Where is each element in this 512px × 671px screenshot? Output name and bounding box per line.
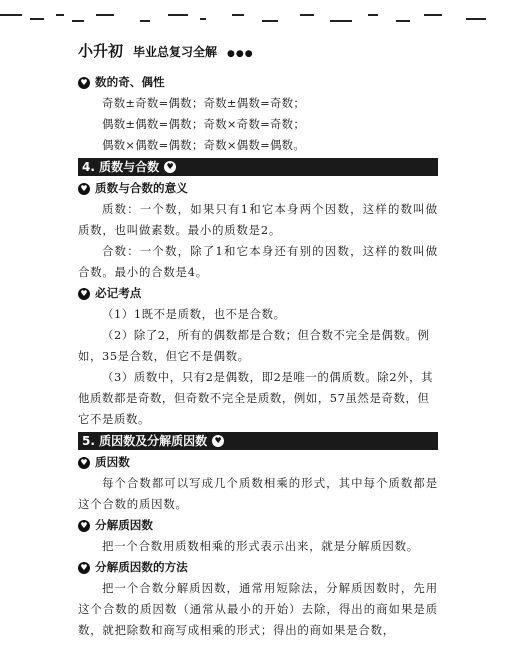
heart-icon: ♥: [78, 77, 90, 89]
key-point-item: （1）1既不是质数，也不是合数。: [102, 307, 286, 321]
subheading-prime-factor: [78, 452, 438, 473]
subheading-label: 分解质因数: [95, 518, 153, 532]
heart-icon: ♥: [78, 457, 90, 469]
heart-icon: ♥: [78, 183, 90, 195]
brand-logo-text: 小升初: [78, 42, 124, 60]
paragraph-factorization: 把一个合数用质数相乘的形式表示出来，就是分解质因数。: [102, 539, 419, 553]
formula-line: 偶数±偶数=偶数；奇数×奇数=奇数；: [102, 117, 306, 131]
subheading-label: 分解质因数的方法: [95, 560, 188, 574]
subheading-key-points: [78, 283, 438, 304]
book-title: 毕业总复习全解: [133, 45, 218, 59]
section-title-4: [78, 158, 438, 176]
page-header: [78, 40, 254, 61]
heart-icon: ♥: [78, 288, 90, 300]
paragraph-composite-definition: 合数：一个数，除了1和它本身还有别的因数，这样的数叫做合数。最小的合数是4。: [78, 244, 438, 279]
subheading-label: 质因数: [95, 455, 130, 469]
heart-icon: ♥: [78, 520, 90, 532]
heart-icon: ♥: [78, 562, 90, 574]
section-title-5: [78, 432, 438, 450]
header-dots: ●●●: [227, 49, 254, 59]
heart-icon: ♥: [212, 435, 224, 447]
subheading-factorization-method: [78, 557, 438, 578]
subheading-label: 数的奇、偶性: [95, 75, 165, 89]
subheading-label: 必记考点: [95, 286, 142, 300]
page-content: [78, 72, 438, 641]
subheading-prime-composite-meaning: [78, 178, 438, 199]
paragraph-prime-definition: 质数：一个数，如果只有1和它本身两个因数，这样的数叫做质数，也叫做素数。最小的质数是2。: [78, 202, 438, 237]
key-point-item: （2）除了2，所有的偶数都是合数；但合数不完全是偶数。例如，35是合数，但它不是偶数。: [78, 328, 430, 363]
key-point-item: （3）质数中，只有2是偶数，即2是唯一的偶质数。除2外，其他质数都是奇数，但奇数不完全是质数，例如，57虽然是奇数，但它不是质数。: [78, 370, 434, 426]
section-title-label: 4. 质数与合数: [82, 160, 160, 174]
subheading-parity: [78, 72, 438, 93]
formula-line: 偶数×偶数=偶数；奇数×偶数=偶数。: [102, 138, 306, 152]
paragraph-prime-factor: 每个合数都可以写成几个质数相乘的形式，其中每个质数都是这个合数的质因数。: [78, 476, 438, 511]
heart-icon: ♥: [164, 161, 176, 173]
formula-line: 奇数±奇数=偶数；奇数±偶数=奇数；: [102, 96, 306, 110]
subheading-label: 质数与合数的意义: [95, 181, 188, 195]
scan-artifact-line: [0, 0, 512, 30]
paragraph-factorization-method: 把一个合数分解质因数，通常用短除法，分解质因数时，先用这个合数的质因数（通常从最小的开始）去除，得出的商如果是质数，就把除数和商写成相乘的形式；得出的商如果是合数，: [78, 581, 438, 637]
section-title-label: 5. 质因数及分解质因数: [82, 434, 208, 448]
subheading-factorization: [78, 515, 438, 536]
